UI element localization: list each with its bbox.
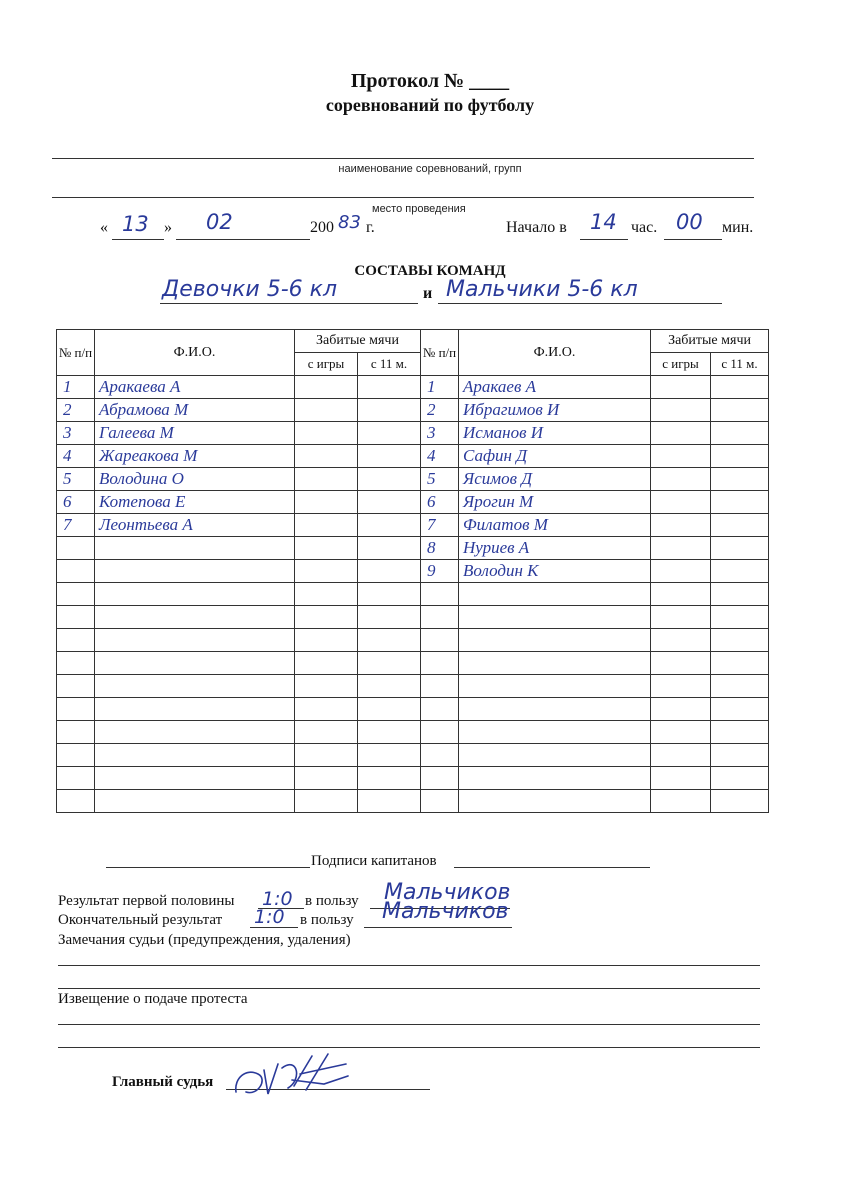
goals-game-left[interactable] — [295, 790, 358, 813]
row-number-right: 2 — [421, 399, 459, 422]
protocol-title: Протокол № ____ — [350, 70, 510, 92]
table-row — [57, 629, 769, 652]
protest-line-2[interactable] — [58, 1047, 760, 1048]
goals-game-left[interactable] — [295, 376, 358, 399]
player-name-left[interactable] — [95, 675, 295, 698]
goals-penalty-left[interactable] — [358, 652, 421, 675]
header-penalty-right: с 11 м. — [711, 353, 769, 376]
remarks-line-2[interactable] — [58, 988, 760, 989]
goals-game-left[interactable] — [295, 468, 358, 491]
date-month-line — [176, 239, 310, 240]
player-name-left[interactable] — [95, 652, 295, 675]
row-number-left: 4 — [57, 445, 95, 468]
date-day-line — [112, 239, 164, 240]
goals-penalty-right[interactable] — [711, 491, 769, 514]
goals-penalty-right[interactable] — [711, 376, 769, 399]
row-number-right: 9 — [421, 560, 459, 583]
goals-game-left[interactable] — [295, 721, 358, 744]
goals-penalty-right[interactable] — [711, 422, 769, 445]
row-number-right: 1 — [421, 376, 459, 399]
table-row — [57, 560, 769, 583]
row-number-left — [57, 537, 95, 560]
player-name-left[interactable] — [95, 744, 295, 767]
captain1-signature-line[interactable] — [106, 867, 310, 868]
goals-penalty-left[interactable] — [358, 583, 421, 606]
player-name-right[interactable]: Исманов И — [459, 422, 651, 445]
player-name-right[interactable] — [459, 744, 651, 767]
row-number-left — [57, 744, 95, 767]
goals-penalty-right[interactable] — [711, 537, 769, 560]
player-name-left[interactable] — [95, 767, 295, 790]
player-name-right[interactable]: Володин К — [459, 560, 651, 583]
row-number-left — [57, 675, 95, 698]
remarks-label: Замечания судьи (предупреждения, удаления) — [58, 932, 351, 948]
goals-game-right[interactable] — [651, 445, 711, 468]
goals-penalty-left[interactable] — [358, 721, 421, 744]
goals-penalty-right[interactable] — [711, 514, 769, 537]
player-name-left[interactable] — [95, 790, 295, 813]
player-name-left[interactable] — [95, 698, 295, 721]
goals-game-right[interactable] — [651, 698, 711, 721]
goals-penalty-right[interactable] — [711, 652, 769, 675]
goals-game-right[interactable] — [651, 675, 711, 698]
goals-game-right[interactable] — [651, 491, 711, 514]
goals-penalty-left[interactable] — [358, 560, 421, 583]
goals-penalty-left[interactable] — [358, 514, 421, 537]
captains-label: Подписи капитанов — [311, 853, 437, 869]
row-number-left: 6 — [57, 491, 95, 514]
place-caption: место проведения — [372, 203, 466, 215]
date-open-quote: « — [100, 219, 108, 236]
date-close-quote: » — [164, 219, 172, 236]
player-name-right[interactable] — [459, 583, 651, 606]
goals-game-left[interactable] — [295, 744, 358, 767]
goals-penalty-right[interactable] — [711, 790, 769, 813]
first-half-score[interactable]: 1:0 — [262, 888, 293, 910]
goals-game-left[interactable] — [295, 652, 358, 675]
player-name-right[interactable]: Филатов М — [459, 514, 651, 537]
goals-game-right[interactable] — [651, 399, 711, 422]
goals-game-left[interactable] — [295, 514, 358, 537]
player-name-left[interactable] — [95, 560, 295, 583]
table-row — [57, 376, 769, 399]
player-name-left[interactable]: Аракаева А — [95, 376, 295, 399]
goals-penalty-right[interactable] — [711, 560, 769, 583]
goals-penalty-left[interactable] — [358, 376, 421, 399]
row-number-left — [57, 721, 95, 744]
header-game-right: с игры — [651, 353, 711, 376]
row-number-right — [421, 790, 459, 813]
final-in-favor: в пользу — [300, 912, 354, 928]
date-month[interactable]: 02 — [206, 210, 233, 234]
goals-game-right[interactable] — [651, 560, 711, 583]
player-name-right[interactable] — [459, 790, 651, 813]
goals-penalty-right[interactable] — [711, 399, 769, 422]
table-row — [57, 721, 769, 744]
start-label: Начало в — [506, 219, 567, 236]
row-number-left — [57, 767, 95, 790]
goals-penalty-right[interactable] — [711, 583, 769, 606]
player-name-left[interactable] — [95, 721, 295, 744]
goals-penalty-right[interactable] — [711, 629, 769, 652]
goals-game-left[interactable] — [295, 767, 358, 790]
player-name-right[interactable]: Ясимов Д — [459, 468, 651, 491]
goals-game-left[interactable] — [295, 422, 358, 445]
player-name-right[interactable]: Ярогин М — [459, 491, 651, 514]
goals-game-left[interactable] — [295, 675, 358, 698]
table-row — [57, 652, 769, 675]
date-year-prefix: 200 — [310, 219, 334, 236]
goals-game-right[interactable] — [651, 468, 711, 491]
row-number-left: 1 — [57, 376, 95, 399]
player-name-left[interactable]: Галеева М — [95, 422, 295, 445]
roster-table — [56, 329, 769, 813]
goals-game-left[interactable] — [295, 491, 358, 514]
goals-penalty-right[interactable] — [711, 675, 769, 698]
roster-body — [57, 376, 769, 813]
header-penalty-left: с 11 м. — [358, 353, 421, 376]
goals-penalty-left[interactable] — [358, 445, 421, 468]
header-goals-left: Забитые мячи — [295, 330, 421, 353]
player-name-left[interactable]: Леонтьева А — [95, 514, 295, 537]
player-name-left[interactable] — [95, 606, 295, 629]
teams-heading: СОСТАВЫ КОМАНД — [354, 263, 506, 279]
player-name-left[interactable] — [95, 537, 295, 560]
row-number-right — [421, 721, 459, 744]
row-number-left: 5 — [57, 468, 95, 491]
goals-penalty-right[interactable] — [711, 744, 769, 767]
header-number-right: № п/п — [421, 330, 459, 376]
final-score[interactable]: 1:0 — [254, 906, 285, 928]
goals-penalty-left[interactable] — [358, 606, 421, 629]
player-name-right[interactable] — [459, 698, 651, 721]
competition-name-caption: наименование соревнований, групп — [338, 163, 522, 175]
goals-game-left[interactable] — [295, 629, 358, 652]
table-row — [57, 514, 769, 537]
goals-penalty-left[interactable] — [358, 399, 421, 422]
row-number-right — [421, 767, 459, 790]
first-half-in-favor: в пользу — [305, 893, 359, 909]
row-number-left — [57, 698, 95, 721]
row-number-right — [421, 629, 459, 652]
table-row — [57, 445, 769, 468]
goals-penalty-left[interactable] — [358, 629, 421, 652]
goals-game-left[interactable] — [295, 560, 358, 583]
remarks-line-1[interactable] — [58, 965, 760, 966]
player-name-left[interactable]: Абрамова М — [95, 399, 295, 422]
row-number-right: 3 — [421, 422, 459, 445]
goals-game-right[interactable] — [651, 721, 711, 744]
goals-penalty-right[interactable] — [711, 445, 769, 468]
row-number-left: 2 — [57, 399, 95, 422]
protocol-subtitle: соревнований по футболу — [325, 95, 535, 115]
goals-penalty-left[interactable] — [358, 675, 421, 698]
goals-game-left[interactable] — [295, 606, 358, 629]
row-number-left: 7 — [57, 514, 95, 537]
goals-penalty-left[interactable] — [358, 790, 421, 813]
row-number-right: 8 — [421, 537, 459, 560]
goals-penalty-left[interactable] — [358, 698, 421, 721]
team1-line — [160, 303, 418, 304]
row-number-left — [57, 560, 95, 583]
team2-line — [438, 303, 722, 304]
header-name-left: Ф.И.О. — [95, 330, 295, 376]
goals-game-left[interactable] — [295, 537, 358, 560]
final-team-line — [364, 927, 512, 928]
goals-game-right[interactable] — [651, 629, 711, 652]
player-name-right[interactable]: Нуриев А — [459, 537, 651, 560]
row-number-right — [421, 606, 459, 629]
player-name-right[interactable] — [459, 767, 651, 790]
player-name-right[interactable] — [459, 675, 651, 698]
player-name-right[interactable] — [459, 652, 651, 675]
row-number-left — [57, 629, 95, 652]
start-minutes[interactable]: 00 — [676, 210, 703, 234]
goals-penalty-right[interactable] — [711, 767, 769, 790]
goals-game-right[interactable] — [651, 376, 711, 399]
table-row — [57, 606, 769, 629]
player-name-right[interactable]: Ибрагимов И — [459, 399, 651, 422]
final-team[interactable]: Мальчиков — [382, 899, 509, 924]
referee-label: Главный судья — [112, 1074, 214, 1090]
player-name-right[interactable] — [459, 606, 651, 629]
row-number-left — [57, 652, 95, 675]
date-year-unit: г. — [366, 219, 375, 236]
player-name-left[interactable] — [95, 583, 295, 606]
player-name-left[interactable]: Володина О — [95, 468, 295, 491]
table-row — [57, 744, 769, 767]
goals-game-right[interactable] — [651, 514, 711, 537]
goals-game-right[interactable] — [651, 744, 711, 767]
row-number-right — [421, 675, 459, 698]
protest-line-1[interactable] — [58, 1024, 760, 1025]
goals-penalty-right[interactable] — [711, 698, 769, 721]
goals-game-right[interactable] — [651, 767, 711, 790]
table-row — [57, 537, 769, 560]
goals-game-right[interactable] — [651, 790, 711, 813]
header-goals-right: Забитые мячи — [651, 330, 769, 353]
goals-penalty-left[interactable] — [358, 422, 421, 445]
goals-game-right[interactable] — [651, 583, 711, 606]
first-half-label: Результат первой половины — [58, 893, 235, 909]
protest-label: Извещение о подаче протеста — [58, 991, 248, 1007]
goals-game-left[interactable] — [295, 445, 358, 468]
goals-penalty-left[interactable] — [358, 468, 421, 491]
hours-unit: час. — [631, 219, 658, 236]
row-number-left — [57, 606, 95, 629]
row-number-right: 5 — [421, 468, 459, 491]
goals-game-left[interactable] — [295, 583, 358, 606]
row-number-right: 7 — [421, 514, 459, 537]
competition-name-line[interactable] — [52, 158, 754, 159]
table-row — [57, 422, 769, 445]
row-number-right — [421, 652, 459, 675]
player-name-left[interactable]: Жареакова М — [95, 445, 295, 468]
table-row — [57, 698, 769, 721]
date-day[interactable]: 13 — [122, 212, 149, 236]
table-row — [57, 583, 769, 606]
minutes-unit: мин. — [722, 219, 754, 236]
player-name-left[interactable] — [95, 629, 295, 652]
goals-game-right[interactable] — [651, 537, 711, 560]
goals-penalty-left[interactable] — [358, 491, 421, 514]
goals-penalty-left[interactable] — [358, 537, 421, 560]
goals-game-left[interactable] — [295, 698, 358, 721]
table-row — [57, 675, 769, 698]
captain2-signature-line[interactable] — [454, 867, 650, 868]
final-score-line — [250, 927, 298, 928]
row-number-right — [421, 744, 459, 767]
player-name-left[interactable]: Котепова Е — [95, 491, 295, 514]
goals-penalty-right[interactable] — [711, 721, 769, 744]
row-number-left: 3 — [57, 422, 95, 445]
start-hours-line — [580, 239, 628, 240]
table-row — [57, 468, 769, 491]
row-number-left — [57, 790, 95, 813]
goals-penalty-left[interactable] — [358, 767, 421, 790]
row-number-right — [421, 698, 459, 721]
final-label: Окончательный результат — [58, 912, 223, 928]
header-name-right: Ф.И.О. — [459, 330, 651, 376]
row-number-right — [421, 583, 459, 606]
table-row — [57, 399, 769, 422]
header-number-left: № п/п — [57, 330, 95, 376]
team1-name[interactable]: Девочки 5-6 кл — [162, 277, 338, 302]
table-row — [57, 491, 769, 514]
table-row — [57, 767, 769, 790]
row-number-left — [57, 583, 95, 606]
date-year-suffix[interactable]: 83 — [338, 212, 361, 233]
start-minutes-line — [664, 239, 722, 240]
place-line[interactable] — [52, 197, 754, 198]
goals-game-right[interactable] — [651, 606, 711, 629]
goals-penalty-right[interactable] — [711, 468, 769, 491]
referee-signature — [228, 1050, 358, 1110]
goals-penalty-right[interactable] — [711, 606, 769, 629]
team2-name[interactable]: Мальчики 5-6 кл — [446, 277, 638, 302]
goals-game-left[interactable] — [295, 399, 358, 422]
table-row — [57, 790, 769, 813]
player-name-right[interactable] — [459, 629, 651, 652]
row-number-right: 4 — [421, 445, 459, 468]
player-name-right[interactable]: Аракаев А — [459, 376, 651, 399]
header-game-left: с игры — [295, 353, 358, 376]
row-number-right: 6 — [421, 491, 459, 514]
goals-game-right[interactable] — [651, 422, 711, 445]
player-name-right[interactable]: Сафин Д — [459, 445, 651, 468]
teams-connector: и — [423, 285, 433, 302]
start-hours[interactable]: 14 — [590, 210, 617, 234]
goals-game-right[interactable] — [651, 652, 711, 675]
first-half-team[interactable]: Мальчиков — [384, 880, 511, 905]
goals-penalty-left[interactable] — [358, 744, 421, 767]
player-name-right[interactable] — [459, 721, 651, 744]
